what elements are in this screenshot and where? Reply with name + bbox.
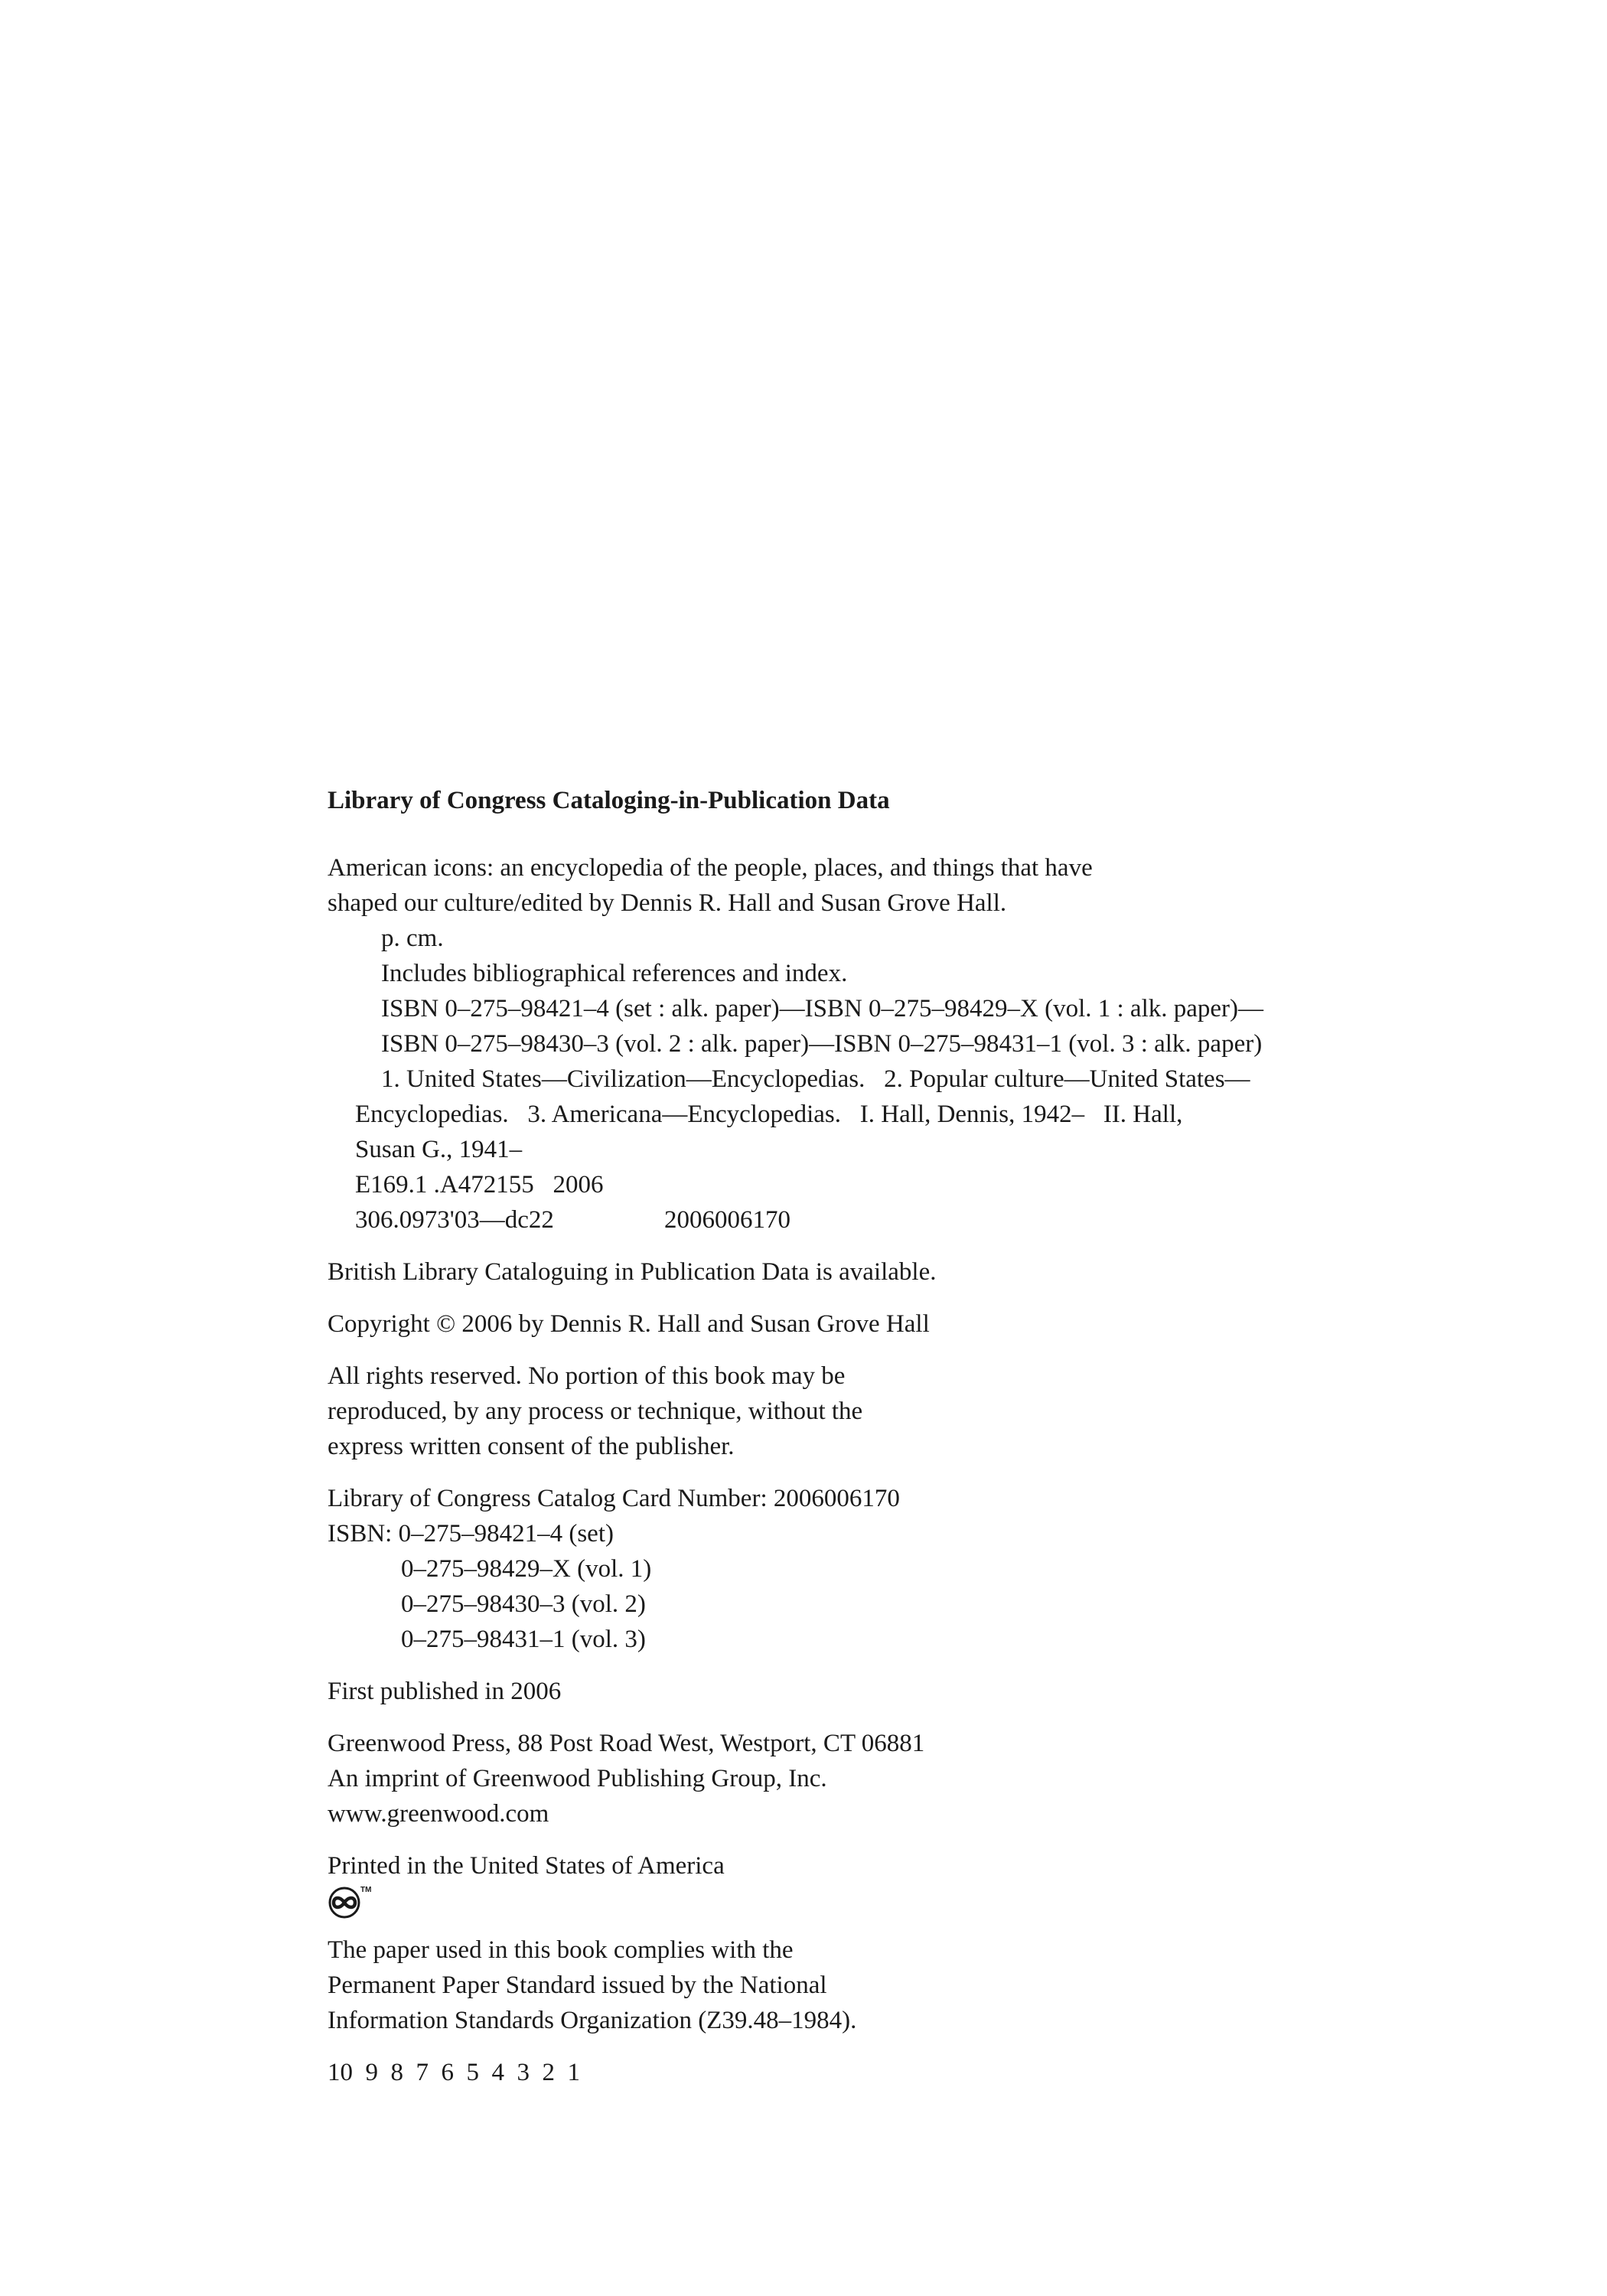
catalog-card-number: Library of Congress Catalog Card Number: 2006006170 [328,1485,900,1512]
cip-call-number: E169.1 .A472155 2006 [355,1171,604,1199]
isbn-vol-1: 0–275–98429–X (vol. 1) [401,1555,652,1583]
rights-line-1: All rights reserved. No portion of this book may be [328,1362,846,1390]
isbn-set: ISBN: 0–275–98421–4 (set) [328,1520,614,1548]
copyright-notice: Copyright © 2006 by Dennis R. Hall and Susan Grove Hall [328,1310,930,1338]
cip-heading: Library of Congress Cataloging-in-Publication Data [328,787,890,814]
cip-title-line-2: shaped our culture/edited by Dennis R. Hall and Susan Grove Hall. [328,889,1007,917]
publisher-address: Greenwood Press, 88 Post Road West, Westport, CT 06881 [328,1730,925,1757]
paper-line-1: The paper used in this book complies with the [328,1936,794,1964]
rights-line-3: express written consent of the publisher. [328,1433,735,1460]
british-library-note: British Library Cataloguing in Publication Data is available. [328,1258,937,1286]
cip-isbn-line-1: ISBN 0–275–98421–4 (set : alk. paper)—ISBN 0–275–98429–X (vol. 1 : alk. paper)— [381,995,1264,1022]
infinity-circle-icon [328,1883,383,1921]
trademark-mark: TM [360,1886,372,1894]
isbn-vol-3: 0–275–98431–1 (vol. 3) [401,1626,646,1653]
first-published: First published in 2006 [328,1678,562,1705]
rights-line-2: reproduced, by any process or technique, without the [328,1397,863,1425]
cip-includes: Includes bibliographical references and index. [381,960,848,987]
cip-title-line-1: American icons: an encyclopedia of the people, places, and things that have [328,854,1093,882]
cip-pcm: p. cm. [381,925,444,952]
printing-line: 10 9 8 7 6 5 4 3 2 1 [328,2059,580,2086]
cip-dewey: 306.0973'03—dc22 [355,1206,554,1234]
publisher-imprint: An imprint of Greenwood Publishing Group, Inc. [328,1765,827,1792]
paper-line-3: Information Standards Organization (Z39.48–1984). [328,2007,857,2034]
cip-subjects-line-3: Susan G., 1941– [355,1136,523,1163]
cip-subjects-line-1: 1. United States—Civilization—Encyclopedias. 2. Popular culture—United States— [381,1065,1250,1093]
paper-line-2: Permanent Paper Standard issued by the National [328,1971,827,1999]
printed-in: Printed in the United States of America [328,1852,725,1880]
cip-subjects-line-2: Encyclopedias. 3. Americana—Encyclopedias. I. Hall, Dennis, 1942– II. Hall, [355,1101,1183,1128]
isbn-vol-2: 0–275–98430–3 (vol. 2) [401,1590,646,1618]
cip-lccn: 2006006170 [664,1206,790,1234]
publisher-website: www.greenwood.com [328,1800,549,1828]
cip-isbn-line-2: ISBN 0–275–98430–3 (vol. 2 : alk. paper)—ISBN 0–275–98431–1 (vol. 3 : alk. paper) [381,1030,1263,1058]
